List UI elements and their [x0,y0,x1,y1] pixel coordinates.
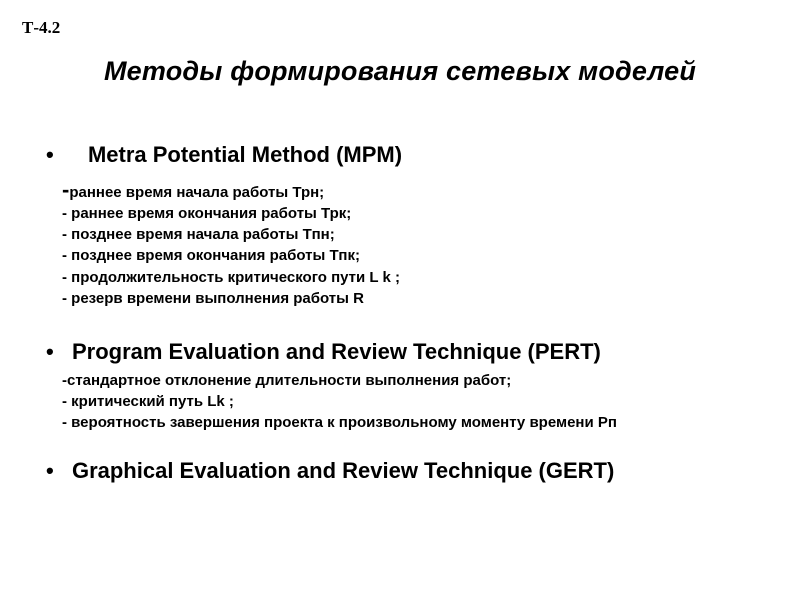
section-mpm-title: Metra Potential Method (MPM) [87,142,403,167]
mpm-item-early-start-text: раннее время начала работы Трн; [69,184,325,201]
slide-number-label: Т-4.2 [22,18,61,37]
section-pert-title: Program Evaluation and Review Technique (PERT) [71,339,601,364]
mpm-item-early-finish: - раннее время окончания работы Трк; [62,205,352,222]
mpm-item-critical-path: - продолжительность критического пути L k ; [62,269,400,286]
mpm-item-late-start: - позднее время начала работы Тпн; [62,226,335,243]
section-gert-heading [46,458,614,484]
section-mpm-heading [46,142,402,168]
dash-mark: - [62,177,70,202]
pert-item-critical-path: - критический путь Lk ; [62,393,234,410]
section-gert-title: Graphical Evaluation and Review Technique (GERT) [71,458,615,483]
slide-title: Методы формирования сетевых моделей [103,56,697,86]
pert-item-std-deviation: -стандартное отклонение длительности выполнения работ; [62,372,512,389]
bullet-icon: • [46,458,54,483]
bullet-icon: • [46,142,54,167]
mpm-item-late-finish: - позднее время окончания работы Тпк; [62,247,360,264]
bullet-icon: • [46,339,54,364]
section-pert-heading [46,339,601,365]
mpm-item-slack: - резерв времени выполнения работы R [62,290,364,307]
mpm-item-early-start [62,177,325,202]
pert-item-probability: - вероятность завершения проекта к произвольному моменту времени Рп [62,414,617,431]
